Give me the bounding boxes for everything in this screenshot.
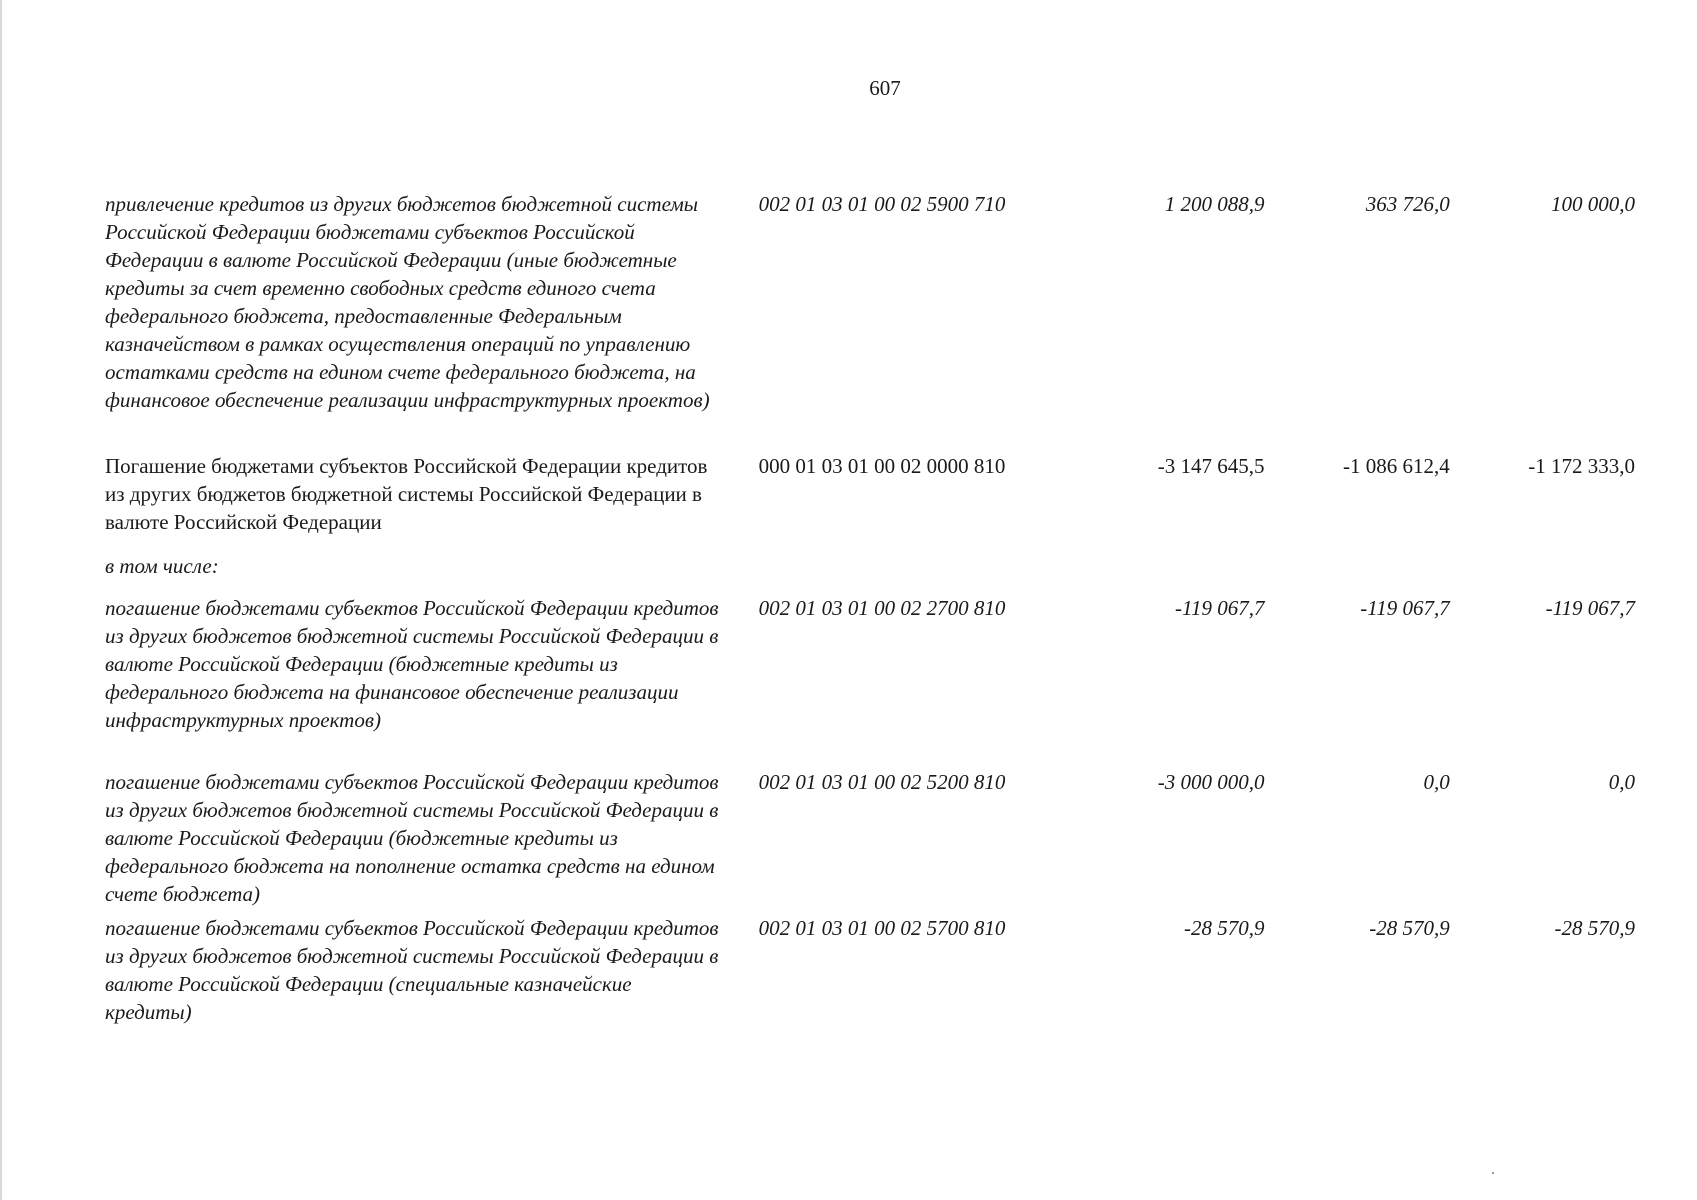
row-value-3: -1 172 333,0 — [1528, 454, 1636, 478]
row-value-1: -3 147 645,5 — [1157, 454, 1265, 478]
row-description: привлечение кредитов из других бюджетов бюджетной системы Российской Федерации бюджетами субъектов Российской Федерации в валюте Российской Федерации (иные бюджетные кредиты за счет временно свободных средств единого счета федерального бюджета, предоставленные Федеральным казначейством в рамках осуществления операций по управлению остатками средств на едином счете федерального бюджета, на финансовое обеспечение реализации инфраструктурных проектов) — [105, 192, 710, 412]
row-value-3: 0,0 — [1608, 770, 1636, 794]
row-code: 002 01 03 01 00 02 5700 810 — [758, 916, 1006, 940]
table-row — [105, 452, 1635, 552]
row-value-1: -119 067,7 — [1175, 596, 1265, 620]
row-code: 002 01 03 01 00 02 5200 810 — [758, 770, 1006, 794]
row-value-2: -28 570,9 — [1369, 916, 1450, 940]
row-value-2: 0,0 — [1423, 770, 1450, 794]
table-row — [105, 594, 1635, 768]
row-value-3: -28 570,9 — [1554, 916, 1636, 940]
budget-table — [105, 190, 1635, 1034]
row-description: погашение бюджетами субъектов Российской Федерации кредитов из других бюджетов бюджетной системы Российской Федерации в валюте Российской Федерации (бюджетные кредиты из федерального бюджета на финансовое обеспечение реализации инфраструктурных проектов) — [105, 596, 719, 732]
row-description: Погашение бюджетами субъектов Российской Федерации кредитов из других бюджетов бюджетной системы Российской Федерации в валюте Российской Федерации — [105, 454, 708, 534]
table-row — [105, 914, 1635, 1034]
row-value-2: -119 067,7 — [1360, 596, 1450, 620]
row-value-1: -3 000 000,0 — [1157, 770, 1265, 794]
scan-border — [0, 0, 2, 1200]
row-value-3: -119 067,7 — [1545, 596, 1636, 620]
row-code: 002 01 03 01 00 02 5900 710 — [758, 192, 1006, 216]
row-value-2: 363 726,0 — [1365, 192, 1450, 216]
table-row — [105, 190, 1635, 452]
row-description: погашение бюджетами субъектов Российской Федерации кредитов из других бюджетов бюджетной системы Российской Федерации в валюте Российской Федерации (бюджетные кредиты из федерального бюджета на пополнение остатка средств на едином счете бюджета) — [105, 770, 719, 906]
row-description: в том числе: — [105, 554, 219, 578]
row-value-2: -1 086 612,4 — [1342, 454, 1450, 478]
table-row — [105, 768, 1635, 914]
table-row-subheading — [105, 552, 1635, 594]
scan-speck — [1492, 1172, 1494, 1174]
row-value-1: -28 570,9 — [1183, 916, 1265, 940]
page-number: 607 — [869, 76, 901, 100]
row-value-1: 1 200 088,9 — [1164, 192, 1265, 216]
row-code: 002 01 03 01 00 02 2700 810 — [758, 596, 1006, 620]
row-description: погашение бюджетами субъектов Российской Федерации кредитов из других бюджетов бюджетной системы Российской Федерации в валюте Российской Федерации (специальные казначейские кредиты) — [105, 916, 719, 1024]
row-code: 000 01 03 01 00 02 0000 810 — [758, 454, 1006, 478]
row-value-3: 100 000,0 — [1551, 192, 1636, 216]
